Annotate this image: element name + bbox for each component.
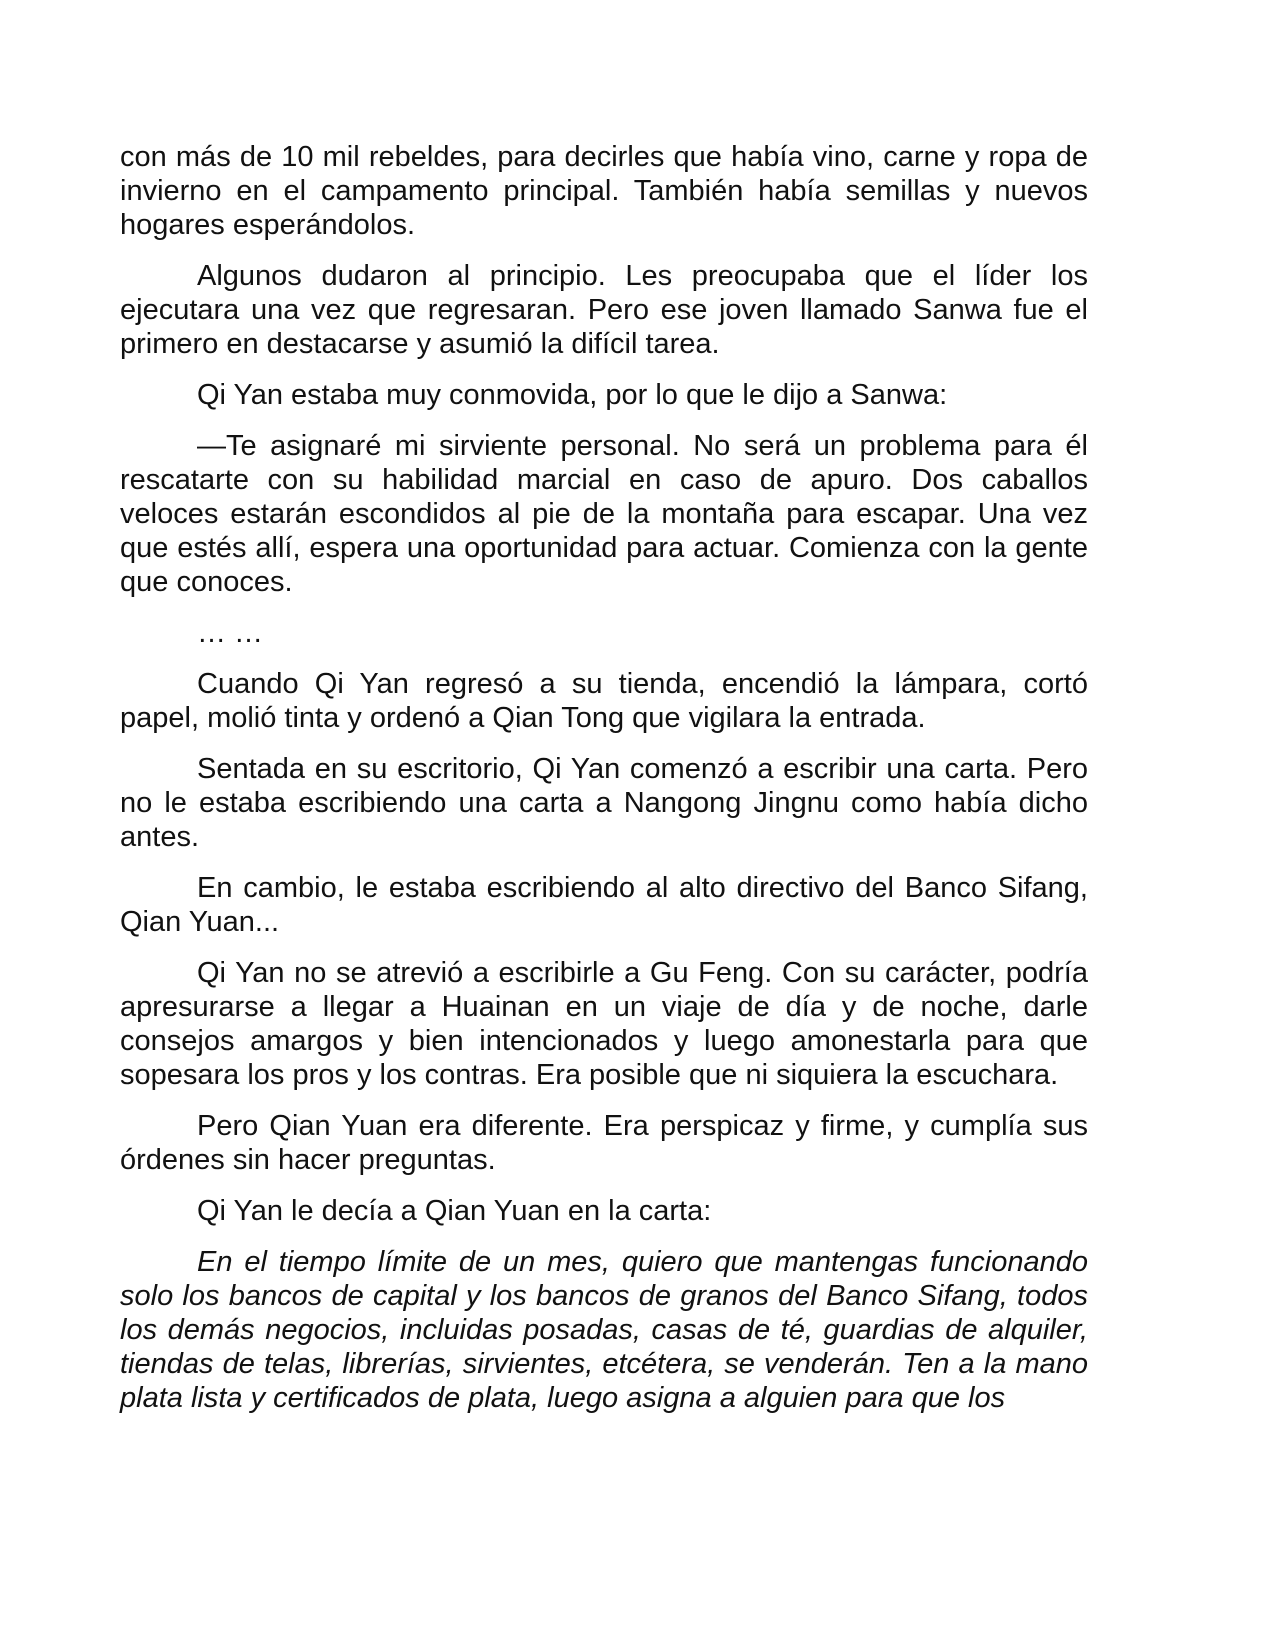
paragraph-tent: Cuando Qi Yan regresó a su tienda, encendió la lámpara, cortó papel, molió tinta y ordenó a Qian Tong que vigilara la entrada. <box>120 668 1088 734</box>
document-page <box>120 140 1088 1415</box>
paragraph-qian-yuan: Pero Qian Yuan era diferente. Era perspicaz y firme, y cumplía sus órdenes sin hacer preguntas. <box>120 1110 1088 1176</box>
paragraph-writing-letter: Sentada en su escritorio, Qi Yan comenzó a escribir una carta. Pero no le estaba escribiendo una carta a Nangong Jingnu como había dicho antes. <box>120 753 1088 853</box>
scene-break: … … <box>197 617 264 649</box>
paragraph-doubts: Algunos dudaron al principio. Les preocupaba que el líder los ejecutara una vez que regresaran. Pero ese joven llamado Sanwa fue el primero en destacarse y asumió la difícil tarea. <box>120 260 1088 360</box>
paragraph-qi-yan-moved: Qi Yan estaba muy conmovida, por lo que le dijo a Sanwa: <box>197 379 948 411</box>
paragraph-continuation: con más de 10 mil rebeldes, para decirles que había vino, carne y ropa de invierno en el campamento principal. También había semillas y nuevos hogares esperándolos. <box>120 141 1088 241</box>
paragraph-letter-content: En el tiempo límite de un mes, quiero que mantengas funcionando solo los bancos de capital y los bancos de granos del Banco Sifang, todos los demás negocios, incluidas posadas, casas de té, guardias de alquiler, tiendas de telas, librerías, sirvientes, etcétera, se venderán. Ten a la mano plata lista y certificados de plata, luego asigna a alguien para que los <box>120 1246 1088 1414</box>
paragraph-gu-feng: Qi Yan no se atrevió a escribirle a Gu Feng. Con su carácter, podría apresurarse a llegar a Huainan en un viaje de día y de noche, darle consejos amargos y bien intencionados y luego amonestarla para que sopesara los pros y los contras. Era posible que ni siquiera la escuchara. <box>120 957 1088 1091</box>
paragraph-letter-intro: Qi Yan le decía a Qian Yuan en la carta: <box>197 1195 712 1227</box>
paragraph-banco-sifang: En cambio, le estaba escribiendo al alto directivo del Banco Sifang, Qian Yuan... <box>120 872 1088 938</box>
paragraph-dialogue: —Te asignaré mi sirviente personal. No será un problema para él rescatarte con su habilidad marcial en caso de apuro. Dos caballos veloces estarán escondidos al pie de la montaña para escapar. Una vez que estés allí, espera una oportunidad para actuar. Comienza con la gente que conoces. <box>120 430 1088 598</box>
